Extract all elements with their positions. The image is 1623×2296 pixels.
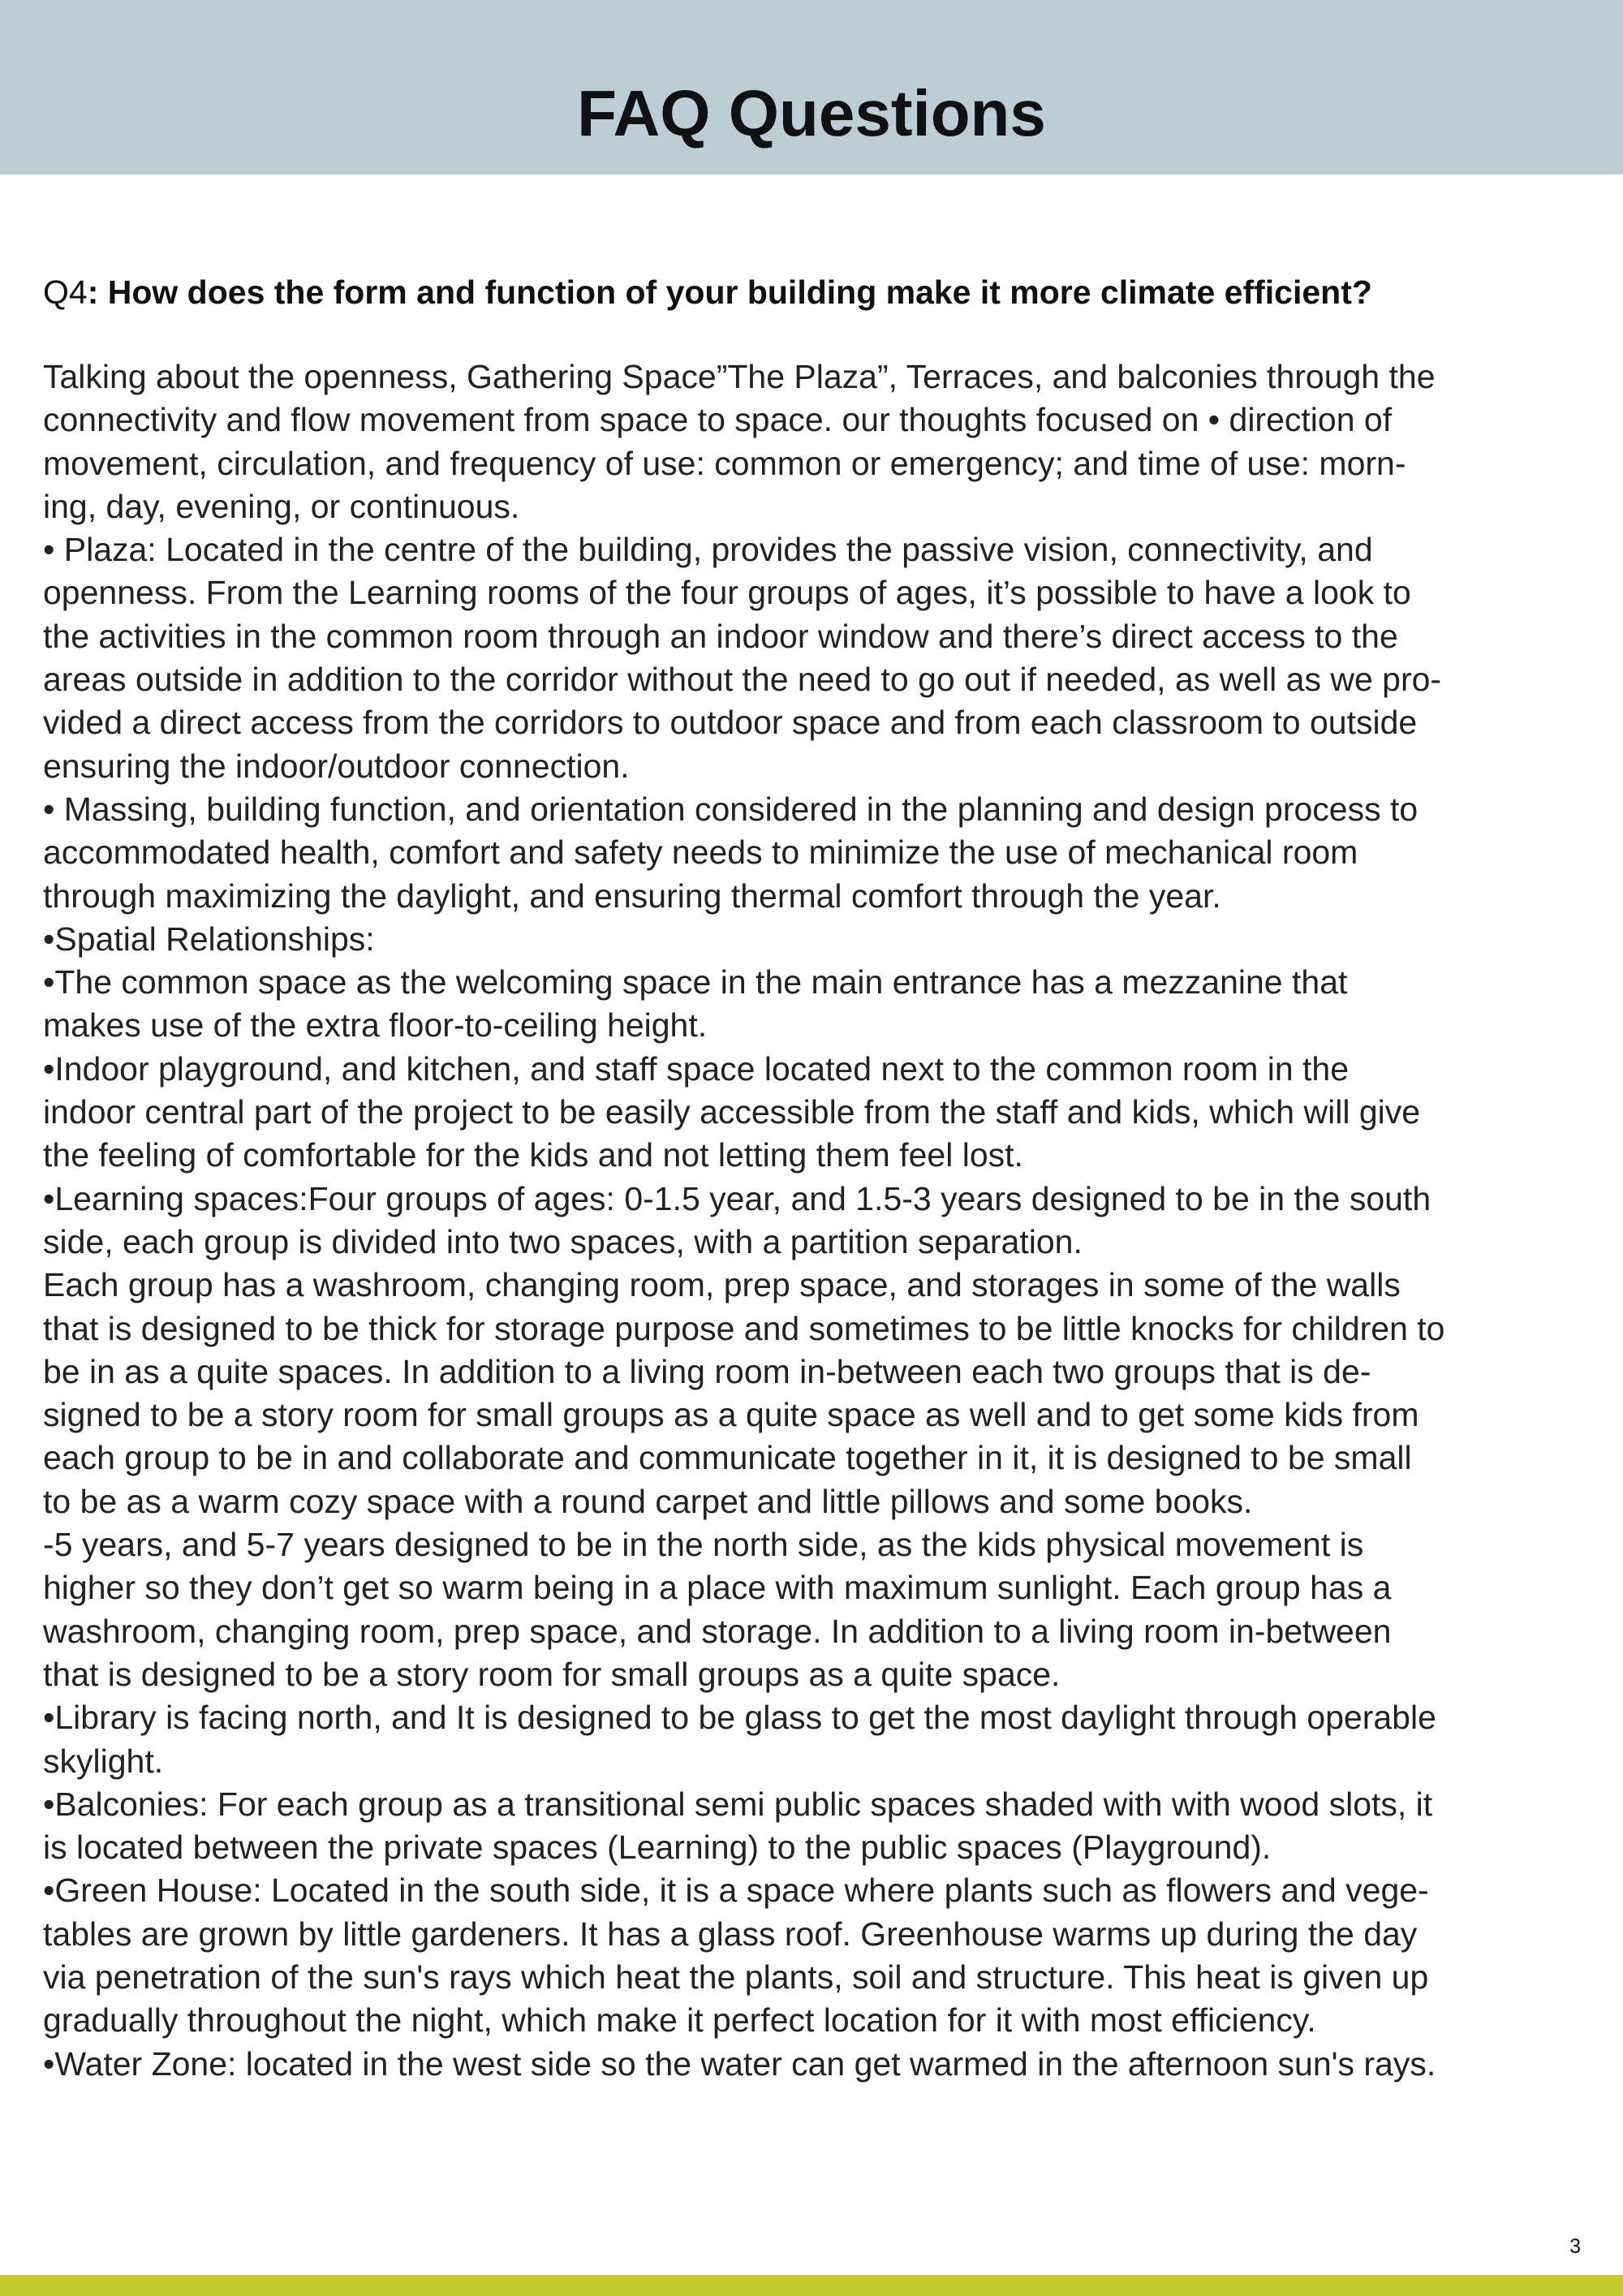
- answer-line: higher so they don’t get so warm being in a place with maximum sunlight. Each group has a: [43, 1569, 1392, 1607]
- answer-line: •Balconies: For each group as a transitional semi public spaces shaded with with wood slots, it: [43, 1785, 1433, 1823]
- answer-line: •Learning spaces:Four groups of ages: 0-1.5 year, and 1.5-3 years designed to be in the south: [43, 1179, 1431, 1217]
- answer-line: that is designed to be a story room for small groups as a quite space.: [43, 1655, 1061, 1693]
- answer-line: is located between the private spaces (Learning) to the public spaces (Playground).: [43, 1829, 1272, 1867]
- answer-line: •Water Zone: located in the west side so the water can get warmed in the afternoon sun's rays.: [43, 2044, 1436, 2083]
- answer-line: •Green House: Located in the south side, it is a space where plants such as flowers and vege-: [43, 1872, 1429, 1910]
- answer-body: [43, 355, 1601, 2086]
- answer-line: each group to be in and collaborate and communicate together in it, it is designed to be small: [43, 1439, 1412, 1477]
- answer-line: through maximizing the daylight, and ensuring thermal comfort through the year.: [43, 877, 1221, 915]
- answer-line: Each group has a washroom, changing room, prep space, and storages in some of the walls: [43, 1266, 1401, 1304]
- answer-line: that is designed to be thick for storage purpose and sometimes to be little knocks for children to: [43, 1309, 1445, 1347]
- answer-line: makes use of the extra floor-to-ceiling height.: [43, 1006, 708, 1045]
- answer-line: •Spatial Relationships:: [43, 920, 375, 958]
- answer-line: accommodated health, comfort and safety needs to minimize the use of mechanical room: [43, 834, 1358, 872]
- answer-line: •The common space as the welcoming space in the main entrance has a mezzanine that: [43, 963, 1348, 1002]
- answer-line: movement, circulation, and frequency of use: common or emergency; and time of use: morn-: [43, 444, 1406, 482]
- question-text: : How does the form and function of your building make it more climate efficient?: [87, 274, 1372, 311]
- answer-line: skylight.: [43, 1742, 164, 1780]
- answer-line: via penetration of the sun's rays which heat the plants, soil and structure. This heat is given up: [43, 1958, 1429, 1996]
- answer-line: -5 years, and 5-7 years designed to be in the north side, as the kids physical movement is: [43, 1526, 1364, 1564]
- answer-line: be in as a quite spaces. In addition to a living room in-between each two groups that is de-: [43, 1352, 1371, 1390]
- answer-line: connectivity and flow movement from space to space. our thoughts focused on • direction of: [43, 401, 1393, 439]
- answer-line: side, each group is divided into two spaces, with a partition separation.: [43, 1222, 1083, 1260]
- answer-line: • Plaza: Located in the centre of the building, provides the passive vision, connectivity, and: [43, 531, 1373, 569]
- answer-line: ensuring the indoor/outdoor connection.: [43, 747, 630, 785]
- answer-line: openness. From the Learning rooms of the four groups of ages, it’s possible to have a look to: [43, 574, 1411, 612]
- answer-line: the activities in the common room through an indoor window and there’s direct access to the: [43, 617, 1398, 655]
- answer-line: •Indoor playground, and kitchen, and staff space located next to the common room in the: [43, 1049, 1350, 1088]
- footer-band: [0, 2275, 1623, 2296]
- answer-line: washroom, changing room, prep space, and storage. In addition to a living room in-between: [43, 1612, 1392, 1650]
- answer-line: gradually throughout the night, which make it perfect location for it with most efficiency.: [43, 2001, 1316, 2040]
- answer-line: areas outside in addition to the corridor without the need to go out if needed, as well as we pro-: [43, 661, 1442, 699]
- page-number: 3: [1569, 2235, 1581, 2258]
- answer-line: ing, day, evening, or continuous.: [43, 487, 520, 525]
- page-title: FAQ Questions: [577, 77, 1046, 149]
- question-label: Q4: [43, 274, 88, 311]
- answer-line: •Library is facing north, and It is designed to be glass to get the most daylight through operable: [43, 1699, 1436, 1737]
- answer-line: the feeling of comfortable for the kids and not letting them feel lost.: [43, 1136, 1023, 1174]
- answer-line: Talking about the openness, Gathering Space”The Plaza”, Terraces, and balconies through the: [43, 358, 1436, 395]
- answer-line: signed to be a story room for small groups as a quite space as well and to get some kids from: [43, 1396, 1419, 1434]
- answer-line: indoor central part of the project to be easily accessible from the staff and kids, which will give: [43, 1093, 1421, 1131]
- answer-line: vided a direct access from the corridors to outdoor space and from each classroom to outside: [43, 704, 1418, 742]
- answer-line: • Massing, building function, and orientation considered in the planning and design process to: [43, 790, 1419, 828]
- question-heading: [43, 268, 1585, 317]
- answer-line: to be as a warm cozy space with a round carpet and little pillows and some books.: [43, 1482, 1253, 1520]
- answer-line: tables are grown by little gardeners. It has a glass roof. Greenhouse warms up during the day: [43, 1915, 1418, 1953]
